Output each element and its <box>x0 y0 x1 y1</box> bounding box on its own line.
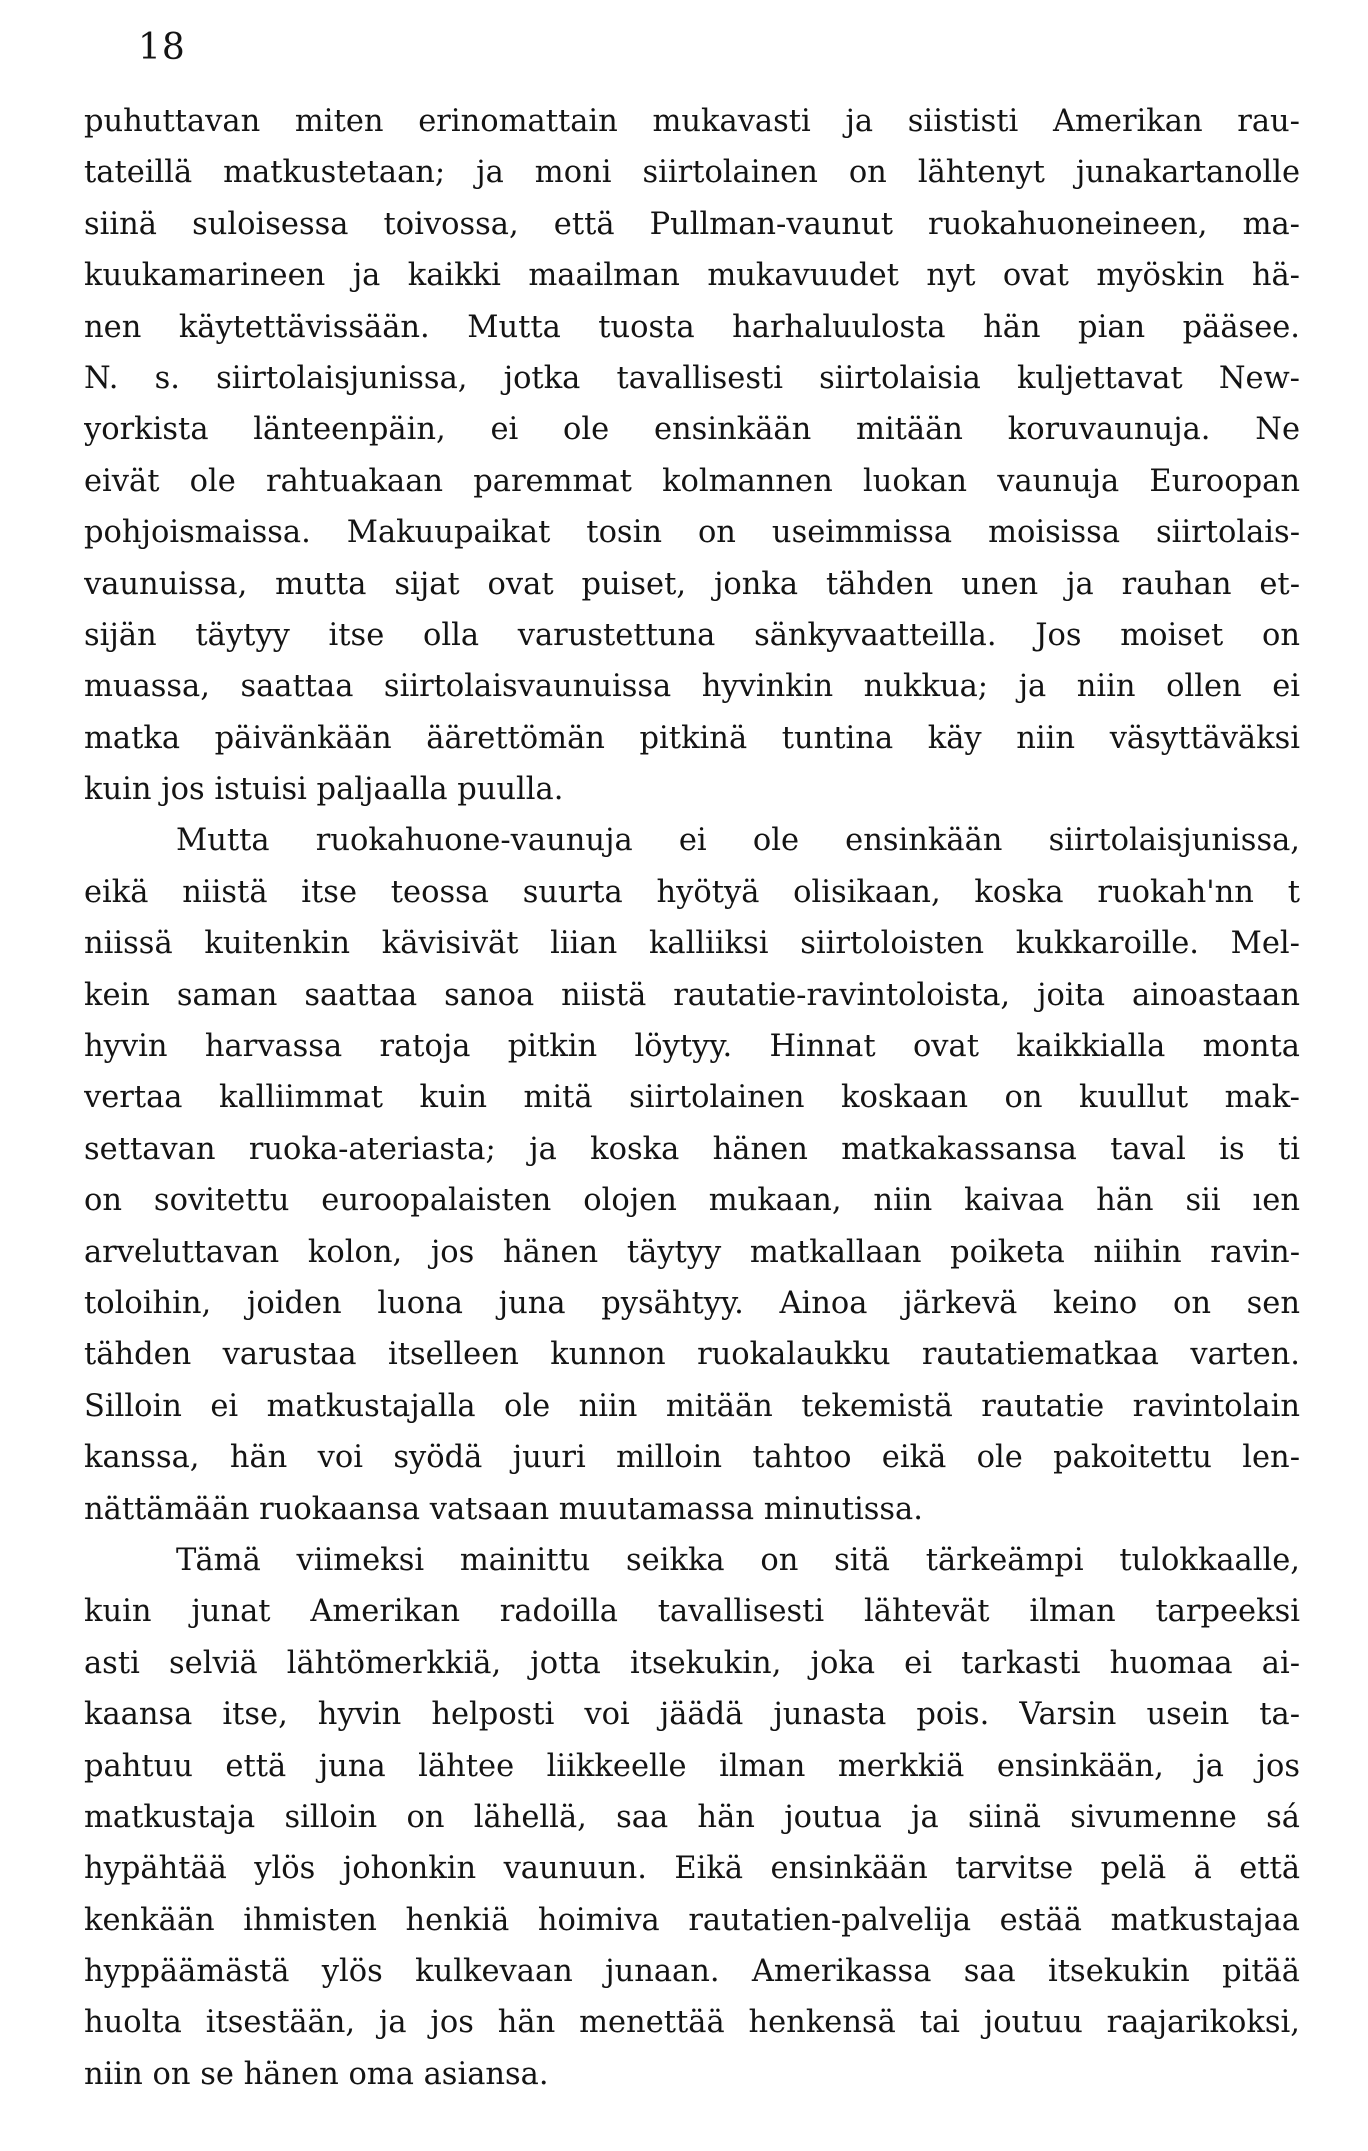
text-line: siinä suloisessa toivossa, että Pullman-vaunut ruokahuoneineen, ma- <box>84 206 1300 242</box>
text-line: N. s. siirtolaisjunissa, jotka tavallisesti siirtolaisia kuljettavat New- <box>84 360 1300 396</box>
text-line: on sovitettu euroopalaisten olojen mukaan, niin kaivaa hän sii ıen <box>84 1183 1300 1219</box>
text-line: kaansa itse, hyvin helposti voi jäädä junasta pois. Varsin usein ta- <box>84 1697 1300 1733</box>
text-line: hyvin harvassa ratoja pitkin löytyy. Hinnat ovat kaikkialla monta <box>84 1029 1300 1065</box>
text-line: puhuttavan miten erinomattain mukavasti ja siististi Amerikan rau- <box>84 104 1300 139</box>
text-line: yorkista länteenpäin, ei ole ensinkään mitään koruvaunuja. Ne <box>84 412 1300 448</box>
text-line: settavan ruoka-ateriasta; ja koska hänen matkakassansa taval is ti <box>84 1131 1300 1167</box>
text-line: eikä niistä itse teossa suurta hyötyä olisikaan, koska ruokah'nn t <box>84 874 1300 910</box>
text-line: nen käytettävissään. Mutta tuosta harhaluulosta hän pian pääsee. <box>84 309 1300 345</box>
text-line: hyppäämästä ylös kulkevaan junaan. Amerikassa saa itsekukin pitää <box>84 1954 1300 1990</box>
text-line: asti selviä lähtömerkkiä, jotta itsekukin, joka ei tarkasti huomaa ai- <box>84 1645 1300 1681</box>
text-line: nättämään ruokaansa vatsaan muutamassa minutissa. <box>84 1491 923 1527</box>
text-line: kein saman saattaa sanoa niistä rautatie-ravintoloista, joita ainoastaan <box>84 977 1300 1013</box>
text-line: Tämä viimeksi mainittu seikka on sitä tärkeämpi tulokkaalle, <box>176 1542 1300 1578</box>
text-line: sijän täytyy itse olla varustettuna sänkyvaatteilla. Jos moiset on <box>84 617 1300 653</box>
text-line: arveluttavan kolon, jos hänen täytyy matkallaan poiketa niihin ravin- <box>84 1234 1300 1270</box>
text-line: kenkään ihmisten henkiä hoimiva rautatien-palvelija estää matkustajaa <box>84 1902 1300 1938</box>
text-line: niissä kuitenkin kävisivät liian kalliiksi siirtoloisten kukkaroille. Mel- <box>84 926 1300 962</box>
text-line: huolta itsestään, ja jos hän menettää henkensä tai joutuu raajarikoksi, <box>84 2005 1300 2041</box>
text-line: kanssa, hän voi syödä juuri milloin tahtoo eikä ole pakoitettu len- <box>84 1440 1300 1476</box>
text-line: eivät ole rahtuakaan paremmat kolmannen luokan vaunuja Euroopan <box>84 463 1300 499</box>
text-line: tähden varustaa itselleen kunnon ruokalaukku rautatiematkaa varten. <box>84 1337 1300 1373</box>
text-line: vertaa kalliimmat kuin mitä siirtolainen koskaan on kuullut mak- <box>84 1080 1300 1116</box>
text-line: kuin junat Amerikan radoilla tavallisesti lähtevät ilman tarpeeksi <box>84 1594 1300 1630</box>
text-line: kuin jos istuisi paljaalla puulla. <box>84 772 564 808</box>
text-line: niin on se hänen oma asiansa. <box>84 2056 549 2092</box>
body-text <box>84 96 1300 2100</box>
text-line: matka päivänkään äärettömän pitkinä tuntina käy niin väsyttäväksi <box>84 720 1300 756</box>
text-line: toloihin, joiden luona juna pysähtyy. Ainoa järkevä keino on sen <box>84 1285 1300 1321</box>
text-line: tateillä matkustetaan; ja moni siirtolainen on lähtenyt junakartanolle <box>84 155 1300 191</box>
text-line: kuukamarineen ja kaikki maailman mukavuudet nyt ovat myöskin hä- <box>84 258 1300 294</box>
text-line: muassa, saattaa siirtolaisvaunuissa hyvinkin nukkua; ja niin ollen ei <box>84 669 1300 705</box>
text-line: matkustaja silloin on lähellä, saa hän joutua ja siinä sivumenne sá <box>84 1799 1300 1835</box>
text-line: hypähtää ylös johonkin vaunuun. Eikä ensinkään tarvitse pelä ä että <box>84 1851 1300 1887</box>
page-number: 18 <box>138 27 186 68</box>
text-line: pohjoismaissa. Makuupaikat tosin on useimmissa moisissa siirtolais- <box>84 515 1300 551</box>
text-line: pahtuu että juna lähtee liikkeelle ilman merkkiä ensinkään, ja jos <box>84 1748 1300 1784</box>
text-line: vaunuissa, mutta sijat ovat puiset, jonka tähden unen ja rauhan et- <box>84 566 1300 602</box>
text-line: Mutta ruokahuone-vaunuja ei ole ensinkään siirtolaisjunissa, <box>176 823 1300 859</box>
text-line: Silloin ei matkustajalla ole niin mitään tekemistä rautatie ravintolain <box>84 1388 1300 1424</box>
